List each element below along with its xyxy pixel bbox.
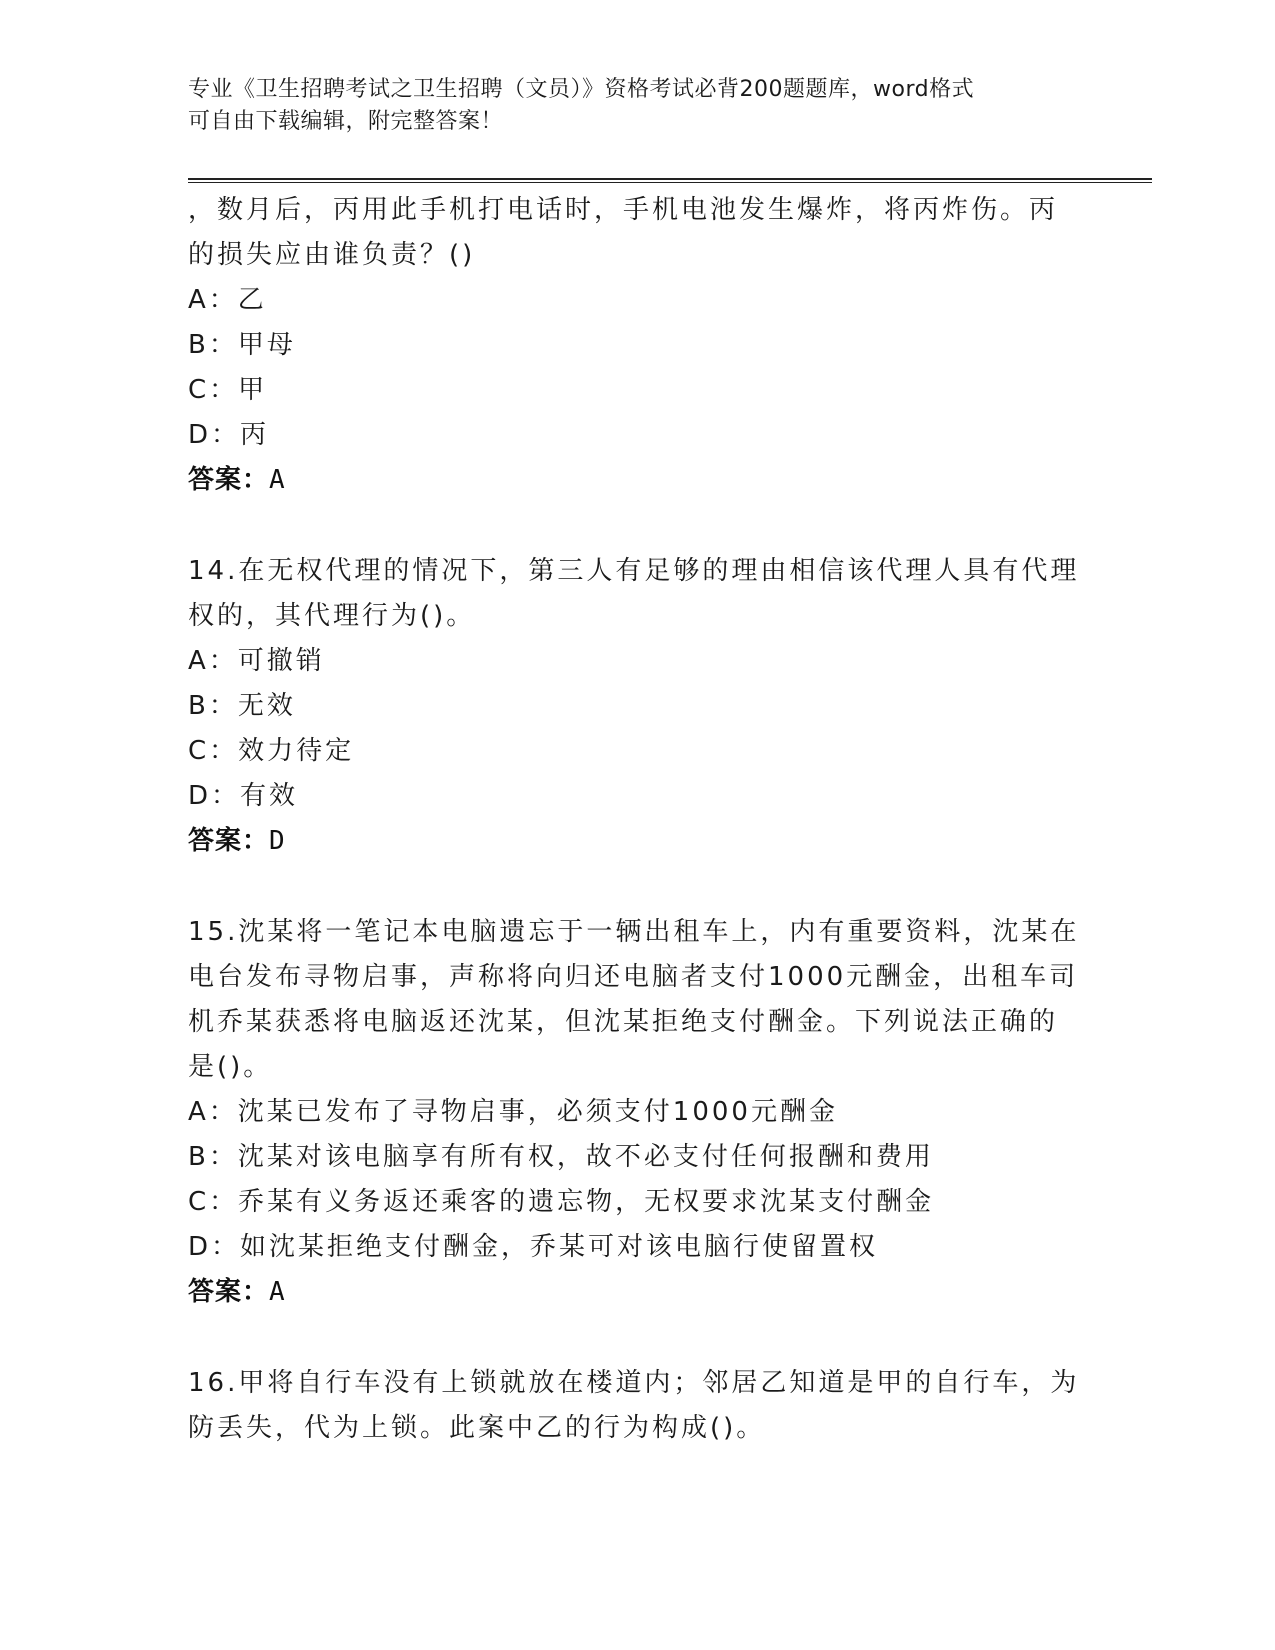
question-stem-line: 15.沈某将一笔记本电脑遗忘于一辆出租车上，内有重要资料，沈某在 (188, 917, 1080, 947)
question-stem-line: 电台发布寻物启事，声称将向归还电脑者支付1000元酬金，出租车司 (188, 962, 1079, 992)
answer-label: 答案： (188, 1277, 270, 1307)
question-14 (188, 549, 1088, 864)
header-title-line-2: 可自由下载编辑，附完整答案！ (188, 109, 504, 134)
header-title-line-1: 专业《卫生招聘考试之卫生招聘（文员）》资格考试必背200题题库，word格式 (188, 77, 975, 102)
option-c: C：乔某有义务返还乘客的遗忘物，无权要求沈某支付酬金 (188, 1187, 935, 1217)
option-b: B：无效 (188, 691, 296, 721)
option-c: C：效力待定 (188, 736, 355, 766)
answer-value: D (269, 826, 286, 856)
answer-line (188, 819, 1088, 864)
option-d: D：如沈某拒绝支付酬金，乔某可对该电脑行使留置权 (188, 1232, 879, 1262)
question-stem-line: 是()。 (188, 1052, 273, 1082)
question-stem-line: ，数月后，丙用此手机打电话时，手机电池发生爆炸，将丙炸伤。丙 (188, 195, 1059, 225)
option-b: B：沈某对该电脑享有所有权，故不必支付任何报酬和费用 (188, 1142, 934, 1172)
spacer (188, 1315, 1088, 1361)
question-stem-line: 权的，其代理行为()。 (188, 601, 476, 631)
answer-label: 答案： (188, 826, 270, 856)
question-stem-line: 机乔某获悉将电脑返还沈某，但沈某拒绝支付酬金。下列说法正确的 (188, 1007, 1059, 1037)
option-c: C：甲 (188, 375, 268, 405)
question-stem-line: 的损失应由谁负责？() (188, 240, 476, 270)
question-stem-line: 14.在无权代理的情况下，第三人有足够的理由相信该代理人具有代理 (188, 556, 1080, 586)
answer-line (188, 458, 1088, 503)
question-stem-line: 防丢失，代为上锁。此案中乙的行为构成()。 (188, 1413, 766, 1443)
spacer (188, 864, 1088, 910)
option-a: A：可撤销 (188, 646, 325, 676)
option-a: A：沈某已发布了寻物启事，必须支付1000元酬金 (188, 1097, 838, 1127)
option-d: D：有效 (188, 781, 299, 811)
answer-value: A (269, 465, 286, 495)
option-a: A：乙 (188, 285, 267, 315)
answer-value: A (269, 1277, 286, 1307)
page-header (188, 74, 1088, 138)
option-d: D：丙 (188, 420, 270, 450)
spacer (188, 503, 1088, 549)
answer-label: 答案： (188, 465, 270, 495)
option-b: B：甲母 (188, 330, 296, 360)
question-stem-line: 16.甲将自行车没有上锁就放在楼道内；邻居乙知道是甲的自行车，为 (188, 1368, 1080, 1398)
question-16 (188, 1361, 1088, 1451)
header-divider (188, 178, 1152, 183)
question-13 (188, 188, 1088, 503)
question-list (188, 188, 1088, 1451)
answer-line (188, 1270, 1088, 1315)
question-15 (188, 910, 1088, 1315)
